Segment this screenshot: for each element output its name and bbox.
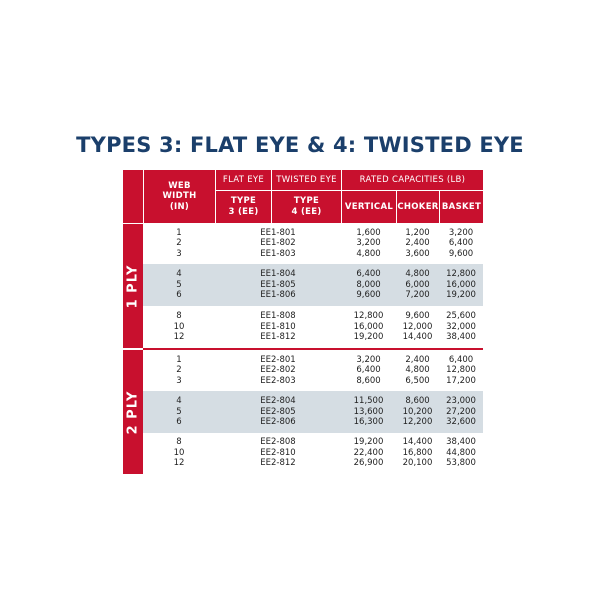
vertical-capacity-cell: 22,400 (353, 447, 384, 458)
basket-capacity-cell: 53,800 (446, 458, 476, 469)
vertical-capacity-cell: 3,200 (356, 354, 381, 365)
part-code-cell: EE1-808 (260, 311, 296, 322)
choker-capacity-cell: 2,400 (405, 354, 430, 365)
part-code-cell: EE1-812 (260, 332, 296, 343)
web-width-cell: 10 (173, 447, 185, 458)
choker-capacity-cell-column (396, 306, 439, 348)
part-code-cell: EE2-801 (260, 354, 296, 365)
vertical-capacity-cell: 12,800 (353, 311, 384, 322)
vertical-capacity-cell: 8,000 (356, 279, 381, 290)
basket-capacity-cell: 9,600 (448, 248, 474, 259)
part-code-cell: EE2-802 (260, 365, 296, 376)
basket-capacity-cell: 23,000 (446, 396, 476, 407)
part-code-cell-column (215, 264, 341, 306)
vertical-capacity-cell: 4,800 (356, 248, 381, 259)
vertical-capacity-cell-column (341, 432, 396, 474)
header-type4: TYPE 4 (EE) (271, 191, 341, 223)
basket-capacity-cell: 6,400 (448, 238, 474, 249)
choker-capacity-cell: 1,200 (405, 227, 430, 238)
part-code-cell: EE1-806 (260, 290, 296, 301)
choker-capacity-cell: 16,800 (402, 447, 433, 458)
choker-capacity-cell: 6,000 (405, 279, 430, 290)
basket-capacity-cell: 38,400 (446, 332, 476, 343)
web-width-cell-column (143, 223, 215, 264)
web-width-cell: 3 (176, 375, 182, 386)
part-code-cell-column (215, 223, 341, 264)
web-width-cell: 12 (173, 458, 185, 469)
part-code-cell: EE1-803 (260, 248, 296, 259)
part-code-cell: EE2-812 (260, 458, 296, 469)
web-width-cell: 5 (176, 406, 182, 417)
choker-capacity-cell: 20,100 (402, 458, 433, 469)
part-code-cell: EE2-806 (260, 417, 296, 428)
basket-capacity-cell: 19,200 (446, 290, 476, 301)
vertical-capacity-cell: 16,300 (353, 417, 384, 428)
web-width-cell: 2 (176, 365, 182, 376)
vertical-capacity-cell: 6,400 (356, 269, 381, 280)
web-width-cell: 2 (176, 238, 182, 249)
choker-capacity-cell-column (396, 264, 439, 306)
basket-capacity-cell: 27,200 (446, 406, 476, 417)
header-type3: TYPE 3 (EE) (215, 191, 271, 223)
basket-capacity-cell: 32,000 (446, 321, 476, 332)
basket-capacity-cell-column (439, 223, 483, 264)
part-code-cell: EE2-803 (260, 375, 296, 386)
choker-capacity-cell: 4,800 (405, 269, 430, 280)
vertical-capacity-cell: 1,600 (356, 227, 381, 238)
choker-capacity-cell: 12,000 (402, 321, 433, 332)
choker-capacity-cell: 4,800 (405, 365, 430, 376)
page-title: TYPES 3: FLAT EYE & 4: TWISTED EYE (76, 133, 524, 157)
vertical-capacity-cell: 9,600 (356, 290, 381, 301)
vertical-capacity-cell: 16,000 (353, 321, 384, 332)
basket-capacity-cell: 12,800 (446, 269, 476, 280)
web-width-cell-column (143, 264, 215, 306)
choker-capacity-cell: 8,600 (405, 396, 430, 407)
basket-capacity-cell: 12,800 (446, 365, 476, 376)
basket-capacity-cell: 16,000 (446, 279, 476, 290)
header-corner (123, 170, 143, 223)
vertical-capacity-cell: 11,500 (353, 396, 384, 407)
web-width-cell: 1 (176, 227, 182, 238)
header-rated-capacities: RATED CAPACITIES (LB) (341, 170, 483, 191)
vertical-capacity-cell-column (341, 223, 396, 264)
basket-capacity-cell-column (439, 432, 483, 474)
part-code-cell: EE2-810 (260, 447, 296, 458)
header-web-width: WEB WIDTH (IN) (143, 170, 215, 223)
choker-capacity-cell: 12,200 (402, 417, 433, 428)
vertical-capacity-cell: 8,600 (356, 375, 381, 386)
choker-capacity-cell: 6,500 (405, 375, 430, 386)
web-width-cell: 5 (176, 279, 182, 290)
choker-capacity-cell-column (396, 223, 439, 264)
choker-capacity-cell: 14,400 (402, 332, 433, 343)
section-label-2-ply: 2 PLY (123, 349, 143, 474)
vertical-capacity-cell: 3,200 (356, 238, 381, 249)
choker-capacity-cell: 2,400 (405, 238, 430, 249)
part-code-cell-column (215, 306, 341, 348)
part-code-cell-column (215, 391, 341, 433)
web-width-cell: 10 (173, 321, 185, 332)
choker-capacity-cell: 3,600 (405, 248, 430, 259)
part-code-cell: EE1-804 (260, 269, 296, 280)
choker-capacity-cell-column (396, 432, 439, 474)
choker-capacity-cell: 10,200 (402, 406, 433, 417)
part-code-cell-column (215, 350, 341, 391)
vertical-capacity-cell-column (341, 306, 396, 348)
basket-capacity-cell-column (439, 350, 483, 391)
vertical-capacity-cell: 19,200 (353, 437, 384, 448)
web-width-cell-column (143, 391, 215, 433)
web-width-cell-column (143, 350, 215, 391)
vertical-capacity-cell-column (341, 264, 396, 306)
basket-capacity-cell: 44,800 (446, 447, 476, 458)
choker-capacity-cell: 14,400 (402, 437, 433, 448)
basket-capacity-cell: 25,600 (446, 311, 476, 322)
basket-capacity-cell: 17,200 (446, 375, 476, 386)
header-twisted-eye: TWISTED EYE (271, 170, 341, 191)
web-width-cell: 12 (173, 332, 185, 343)
web-width-cell: 3 (176, 248, 182, 259)
vertical-capacity-cell: 6,400 (356, 365, 381, 376)
choker-capacity-cell-column (396, 350, 439, 391)
vertical-capacity-cell: 26,900 (353, 458, 384, 469)
web-width-cell: 8 (176, 437, 182, 448)
part-code-cell: EE2-805 (260, 406, 296, 417)
basket-capacity-cell: 32,600 (446, 417, 476, 428)
section-label-1-ply: 1 PLY (123, 223, 143, 348)
choker-capacity-cell: 7,200 (405, 290, 430, 301)
web-width-cell: 6 (176, 290, 182, 301)
part-code-cell-column (215, 432, 341, 474)
web-width-cell: 1 (176, 354, 182, 365)
header-flat-eye: FLAT EYE (215, 170, 271, 191)
web-width-cell-column (143, 306, 215, 348)
vertical-capacity-cell-column (341, 350, 396, 391)
web-width-cell-column (143, 432, 215, 474)
basket-capacity-cell-column (439, 264, 483, 306)
part-code-cell: EE1-810 (260, 321, 296, 332)
part-code-cell: EE1-802 (260, 238, 296, 249)
header-choker: CHOKER (396, 191, 439, 223)
web-width-cell: 4 (176, 396, 182, 407)
vertical-capacity-cell-column (341, 391, 396, 433)
capacity-table (123, 170, 483, 474)
web-width-cell: 8 (176, 311, 182, 322)
basket-capacity-cell-column (439, 306, 483, 348)
basket-capacity-cell: 38,400 (446, 437, 476, 448)
part-code-cell: EE2-808 (260, 437, 296, 448)
header-basket: BASKET (439, 191, 483, 223)
header-vertical: VERTICAL (341, 191, 396, 223)
vertical-capacity-cell: 13,600 (353, 406, 384, 417)
basket-capacity-cell-column (439, 391, 483, 433)
basket-capacity-cell: 6,400 (448, 354, 474, 365)
choker-capacity-cell: 9,600 (405, 311, 430, 322)
choker-capacity-cell-column (396, 391, 439, 433)
part-code-cell: EE2-804 (260, 396, 296, 407)
web-width-cell: 4 (176, 269, 182, 280)
web-width-cell: 6 (176, 417, 182, 428)
part-code-cell: EE1-801 (260, 227, 296, 238)
basket-capacity-cell: 3,200 (448, 227, 474, 238)
part-code-cell: EE1-805 (260, 279, 296, 290)
vertical-capacity-cell: 19,200 (353, 332, 384, 343)
